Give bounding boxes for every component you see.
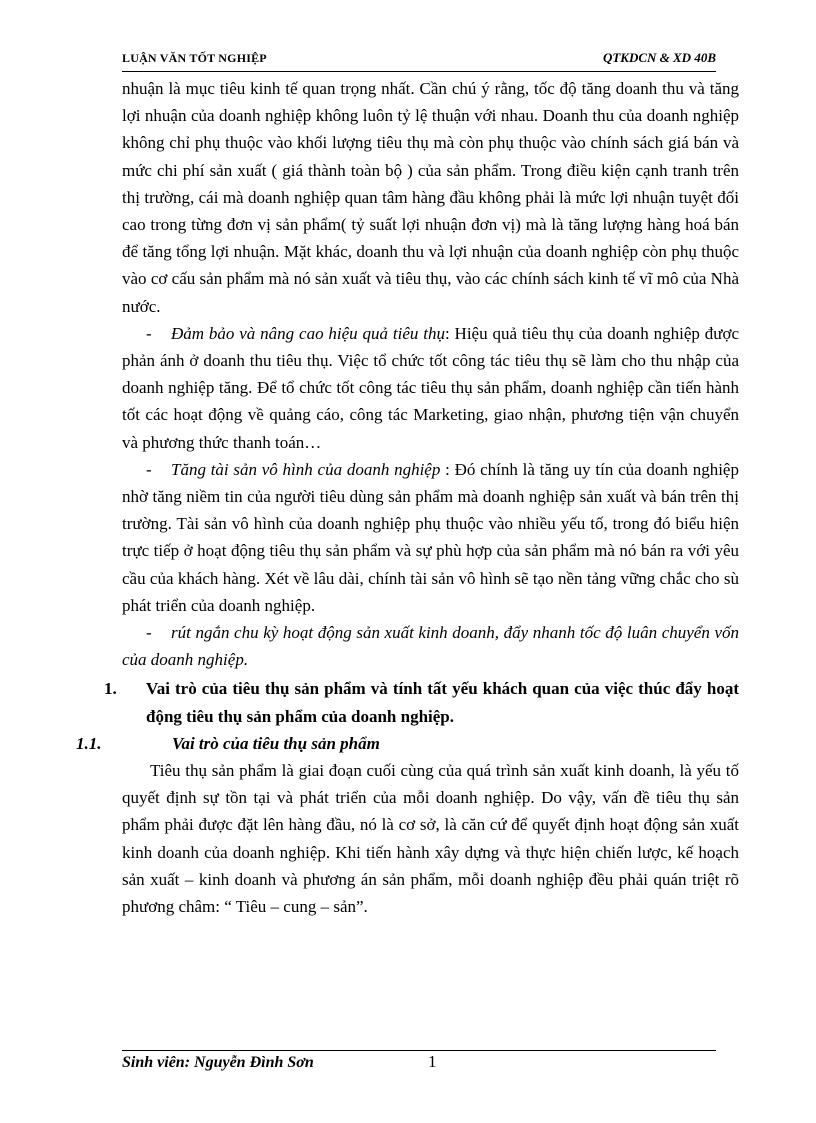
bullet-dash: - — [146, 623, 152, 643]
footer-student-name: Sinh viên: Nguyễn Đình Sơn — [122, 1054, 314, 1071]
section-number: 1. — [104, 679, 117, 699]
page-header — [122, 49, 716, 72]
bullet-efficiency — [122, 320, 739, 456]
bullet-efficiency-text: : Hiệu quả tiêu thụ của doanh nghiệp được phản ánh ở doanh thu tiêu thụ. Việc tổ chức tốt công tác tiêu thụ sẽ làm cho thu nhập của doanh nghiệp tăng. Để tổ chức tốt công tác tiêu thụ sản phẩm, doanh nghiệp cần tiến hành tốt các hoạt động về quảng cáo, công tác Marketing, giao nhận, phương tiện vận chuyển và phương thức thanh toán… — [122, 323, 739, 452]
subsection-heading-1-1 — [76, 730, 739, 757]
section-heading-1 — [104, 675, 739, 729]
section-title: Vai trò của tiêu thụ sản phẩm và tính tất yếu khách quan của việc thúc đẩy hoạt động tiêu thụ sản phẩm của doanh nghiệp. — [146, 679, 739, 726]
bullet-efficiency-title: Đảm bảo và nâng cao hiệu quả tiêu thụ — [171, 323, 445, 343]
paragraph-role: Tiêu thụ sản phẩm là giai đoạn cuối cùng của quá trình sản xuất kinh doanh, là yếu tố quyết định sự tồn tại và phát triển của mỗi doanh nghiệp. Do vậy, vấn đề tiêu thụ sản phẩm phải được đặt lên hàng đầu, nó là cơ sở, là căn cứ để quyết định hoạt động sản xuất kinh doanh của doanh nghiệp. Khi tiến hành xây dựng và thực hiện chiến lược, kế hoạch sản xuất – kinh doanh và phương án sản phẩm, mỗi doanh nghiệp đều phải quán triệt rõ phương châm: “ Tiêu – cung – sản”. — [122, 761, 739, 917]
paragraph-profit: nhuận là mục tiêu kinh tế quan trọng nhất. Cần chú ý rằng, tốc độ tăng doanh thu và tăng lợi nhuận của doanh nghiệp không luôn tỷ lệ thuận với nhau. Doanh thu của doanh nghiệp không chỉ phụ thuộc vào khối lượng tiêu thụ mà còn phụ thuộc vào chính sách giá bán và mức chi phí sản xuất ( giá thành toàn bộ ) của sản phẩm. Trong điều kiện cạnh tranh trên thị trường, cái mà doanh nghiệp quan tâm hàng đầu không phải là mức lợi nhuận tuyệt đối cao trong từng đơn vị sản phẩm( tỷ suất lợi nhuận đơn vị) mà là tăng lượng hàng hoá bán để tăng tổng lợi nhuận. Mặt khác, doanh thu và lợi nhuận của doanh nghiệp còn phụ thuộc vào cơ cấu sản phẩm mà nó sản xuất và tiêu thụ, vào các chính sách kinh tế vĩ mô của Nhà nước. — [122, 79, 739, 316]
subsection-title: Vai trò của tiêu thụ sản phẩm — [172, 733, 380, 753]
footer-rule — [122, 1050, 716, 1051]
bullet-shorten-cycle-text: rút ngắn chu kỳ hoạt động sản xuất kinh doanh, đẩy nhanh tốc độ luân chuyển vốn của doanh nghiệp. — [122, 623, 739, 670]
header-class-code: QTKDCN & XD 40B — [602, 50, 716, 65]
bullet-dash: - — [146, 459, 152, 479]
header-thesis-title: LUẬN VĂN TỐT NGHIỆP — [122, 51, 267, 65]
bullet-intangible-text: : Đó chính là tăng uy tín của doanh nghiệp nhờ tăng niềm tin của người tiêu dùng sản phẩm mà doanh nghiệp sản xuất và bán trên thị trường. Tài sản vô hình của doanh nghiệp phụ thuộc vào nhiều yếu tố, trong đó biểu hiện trực tiếp ở hoạt động tiêu thụ sản phẩm và sự phù hợp của sản phẩm mà nó bán ra với yêu cầu của khách hàng. Xét về lâu dài, chính tài sản vô hình sẽ tạo nền tảng vững chắc cho sù phát triển của doanh nghiệp. — [122, 459, 739, 615]
bullet-intangible-title: Tăng tài sản vô hình của doanh nghiệp — [171, 459, 441, 479]
bullet-shorten-cycle — [122, 619, 739, 673]
page-number: 1 — [428, 1052, 437, 1071]
bullet-intangible-assets — [122, 456, 739, 619]
subsection-number: 1.1. — [76, 733, 102, 753]
bullet-dash: - — [146, 323, 152, 343]
page-content — [76, 75, 739, 920]
